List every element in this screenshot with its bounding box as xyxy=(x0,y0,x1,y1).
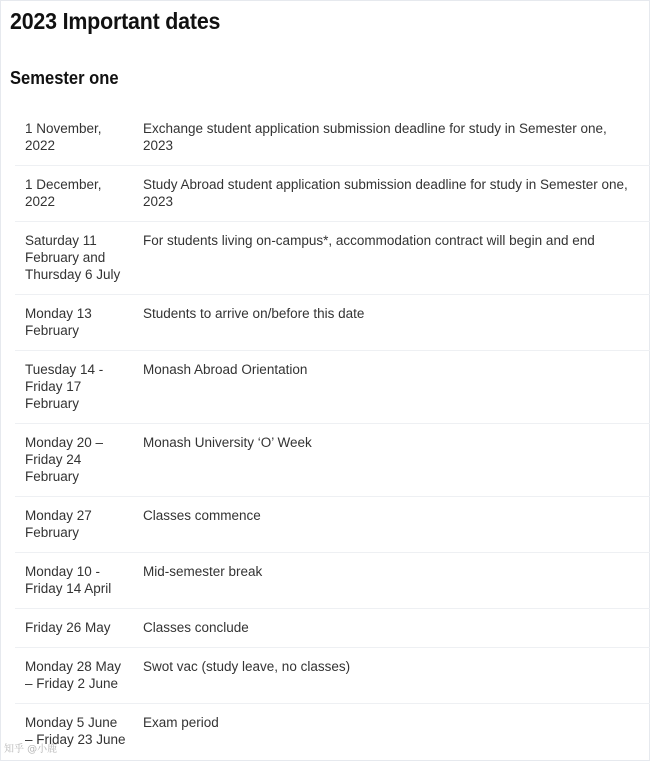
important-dates-table xyxy=(15,110,650,759)
date-row xyxy=(15,222,650,295)
description-cell: Monash Abroad Orientation xyxy=(143,362,308,377)
date-row xyxy=(15,166,650,222)
description-cell: Monash University ‘O’ Week xyxy=(143,435,312,450)
date-row xyxy=(15,295,650,351)
page-title: 2023 Important dates xyxy=(10,8,221,34)
date-cell: Monday 20 – Friday 24 February xyxy=(25,435,104,484)
description-cell: Classes conclude xyxy=(143,620,249,635)
description-cell: Study Abroad student application submission deadline for study in Semester one, 2023 xyxy=(143,177,628,209)
description-cell: Classes commence xyxy=(143,508,261,523)
date-cell: Saturday 11 February and Thursday 6 July xyxy=(25,233,121,282)
date-cell: Friday 26 May xyxy=(25,620,111,635)
date-row xyxy=(15,553,650,609)
date-row xyxy=(15,609,650,648)
date-cell: Monday 27 February xyxy=(25,508,92,540)
date-row xyxy=(15,497,650,553)
description-cell: For students living on-campus*, accommodation contract will begin and end xyxy=(143,233,595,248)
date-row xyxy=(15,110,650,166)
important-dates-body xyxy=(15,110,650,759)
description-cell: Students to arrive on/before this date xyxy=(143,306,365,321)
date-row xyxy=(15,648,650,704)
date-cell: Tuesday 14 - Friday 17 February xyxy=(25,362,104,411)
date-cell: 1 December, 2022 xyxy=(25,177,102,209)
date-row xyxy=(15,424,650,497)
date-cell: Monday 13 February xyxy=(25,306,92,338)
watermark: 知乎 @小鹿 xyxy=(4,744,58,755)
description-cell: Exam period xyxy=(143,715,219,730)
description-cell: Mid-semester break xyxy=(143,564,263,579)
date-cell: Monday 10 - Friday 14 April xyxy=(25,564,112,596)
date-cell: Monday 28 May – Friday 2 June xyxy=(25,659,122,691)
description-cell: Exchange student application submission deadline for study in Semester one, 2023 xyxy=(143,121,607,153)
date-cell: Monday 5 June – Friday 23 June xyxy=(25,715,126,747)
section-title: Semester one xyxy=(10,68,119,88)
description-cell: Swot vac (study leave, no classes) xyxy=(143,659,351,674)
date-cell: 1 November, 2022 xyxy=(25,121,102,153)
date-row xyxy=(15,704,650,760)
date-row xyxy=(15,351,650,424)
